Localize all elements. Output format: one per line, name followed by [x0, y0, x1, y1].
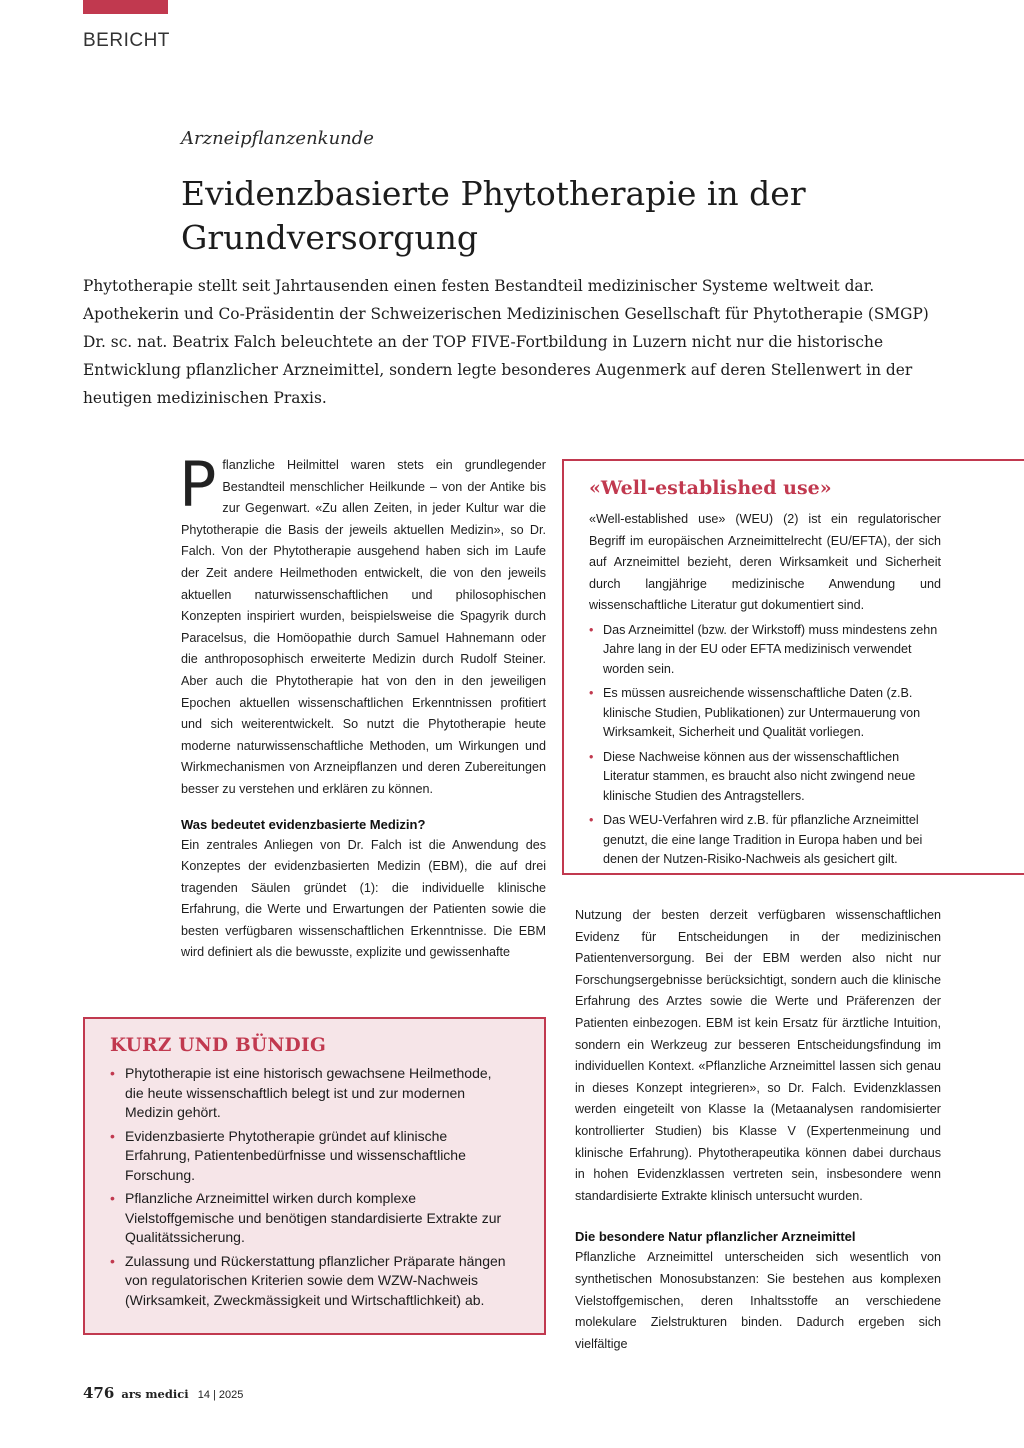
right-column: [575, 905, 941, 1355]
drop-cap: P: [179, 448, 217, 521]
list-item: • Evidenzbasierte Phytotherapie gründet auf klinische Erfahrung, Patientenbedürfnisse und wissenschaftliche Forschung.: [110, 1127, 466, 1183]
bullet-icon: •: [589, 749, 594, 764]
issue-label: 14 | 2025: [197, 1389, 244, 1401]
well-established-use-box: [562, 459, 1024, 875]
list-item: • Zulassung und Rückerstattung pflanzlicher Präparate hängen von regulatorischen Kriterien sowie dem WZW-Nachweis (Wirksamkeit, Zweckmässigkeit und Wirtschaftlichkeit) ab.: [110, 1252, 506, 1308]
nature-paragraph: Pflanzliche Arzneimittel unterscheiden sich wesentlich von synthetischen Monosubstanzen: Sie bestehen aus komplexen Vielstoffgemischen, deren Inhaltsstoffe an verschiedene molekulare Zielstrukturen binden. Dadurch ergeben sich vielfältige: [575, 1250, 941, 1351]
list-item: • Das WEU-Verfahren wird z.B. für pflanzliche Arzneimittel genutzt, die eine lange Tradition in Europa haben und bei denen der Nutzen-Risiko-Nachweis als gesichert gilt.: [589, 813, 923, 867]
list-item: • Pflanzliche Arzneimittel wirken durch komplexe Vielstoffgemische und benötigen standardisierte Extrakte zur Qualitätssicherung.: [110, 1190, 502, 1245]
well-box-list: [589, 621, 941, 870]
bullet-icon: •: [110, 1065, 115, 1081]
bullet-icon: •: [589, 622, 594, 637]
magazine-name: ars medici: [121, 1387, 189, 1401]
left-column: [179, 448, 546, 964]
bullet-icon: •: [110, 1252, 115, 1269]
bullet-icon: •: [110, 1190, 115, 1206]
summary-list: [110, 1064, 510, 1310]
subheading-nature: Die besondere Natur pflanzlicher Arzneimittel: [575, 1229, 856, 1245]
list-item: • Diese Nachweise können aus der wissenschaftlichen Literatur stammen, es braucht also nicht zwingend neue klinische Studien des Antragstellers.: [589, 749, 916, 803]
well-box-intro: «Well-established use» (WEU) (2) ist ein regulatorischer Begriff im europäischen Arzneimittelrecht (EU/EFTA), der sich auf Arzneimittel bezieht, deren Wirksamkeit und Sicherheit durch langjährige medizinische Anwendung und wissenschaftliche Literatur gut dokumentiert sind.: [589, 512, 941, 613]
bullet-icon: •: [110, 1127, 115, 1144]
bullet-icon: •: [589, 813, 594, 828]
summary-box: [83, 1017, 546, 1335]
ebm-paragraph: Ein zentrales Anliegen von Dr. Falch ist die Anwendung des Konzeptes der evidenzbasierten Medizin (EBM), die auf drei tragenden Säulen gründet (1): die individuelle klinische Erfahrung, die Werte und Erwartungen der Patienten sowie die besten verfügbaren wissenschaftlichen Erkenntnisse. Die EBM wird definiert als die bewusste, explizite und gewissenhafte: [181, 837, 546, 960]
page-number: 476: [83, 1384, 115, 1402]
article-lead: Phytotherapie stellt seit Jahrtausenden einen festen Bestandteil medizinischer Systeme weltweit dar. Apothekerin und Co-Präsidentin der Schweizerischen Medizinischen Gesellschaft für Phytotherapie (SMGP) Dr. sc. nat. Beatrix Falch beleuchtete an der TOP FIVE-Fortbildung in Luzern nicht nur die historische Entwicklung pflanzlicher Arzneimittel, sondern legte besonderes Augenmerk auf deren Stellenwert in der heutigen medizinischen Praxis.: [83, 277, 929, 407]
article-kicker: Arzneipflanzenkunde: [181, 128, 374, 149]
list-item: • Es müssen ausreichende wissenschaftliche Daten (z.B. klinische Studien, Publikationen) zur Untermauerung von Wirksamkeit, Sicherheit und Qualität vorliegen.: [589, 686, 921, 740]
section-label: BERICHT: [83, 30, 170, 51]
list-item: • Phytotherapie ist eine historisch gewachsene Heilmethode, die heute wissenschaftlich belegt ist und zur modernen Medizin gehört.: [110, 1065, 492, 1120]
ebm-continued-paragraph: Nutzung der besten derzeit verfügbaren wissenschaftlichen Evidenz für Entscheidungen in der medizinischen Patientenversorgung. Bei der EBM werden also nicht nur Forschungsergebnisse berücksichtigt, sondern auch die klinische Erfahrung des Arztes sowie die Werte und Präferenzen der Patienten einbezogen. EBM ist kein Ersatz für ärztliche Intuition, sondern ein Werkzeug zur besseren Entscheidungsfindung im individuellen Kontext. «Pflanzliche Arzneimittel lassen sich genau in dieses Konzept integrieren», so Dr. Falch. Evidenzklassen werden eingeteilt von Klasse Ia (Metaanalysen randomisierter kontrollierter Studien) bis Klasse V (Expertenmeinung und klinische Erfahrung). Phytotherapeutika können dabei durchaus in hohen Evidenzklassen vertreten sein, insbesondere wenn standardisierte Extrakte klinisch untersucht wurden.: [575, 908, 941, 1203]
well-box-title: «Well-established use»: [589, 477, 832, 499]
subheading-ebm: Was bedeutet evidenzbasierte Medizin?: [181, 816, 426, 832]
page-footer: [83, 1384, 243, 1402]
summary-box-title: KURZ UND BÜNDIG: [110, 1035, 327, 1056]
intro-paragraph: [179, 448, 546, 801]
accent-bar: [83, 0, 168, 14]
article-title: Evidenzbasierte Phytotherapie in der Grundversorgung: [181, 174, 806, 257]
list-item: • Das Arzneimittel (bzw. der Wirkstoff) muss mindestens zehn Jahre lang in der EU oder EFTA medizinisch verwendet worden sein.: [589, 622, 938, 676]
bullet-icon: •: [589, 686, 594, 701]
intro-paragraph-text: flanzliche Heilmittel waren stets ein grundlegender Bestandteil menschlicher Heilkunde – von der Antike bis zur Gegenwart. «Zu allen Zeiten, in jeder Kultur war die Phytotherapie die Basis der jeweils aktuellen Medizin», so Dr. Falch. Von der Phytotherapie ausgehend haben sich im Laufe der Zeit andere Heilmethoden entwickelt, die von den jeweils aktuellen naturwissenschaftlichen und philosophischen Konzepten inspiriert wurden, beispielsweise die Spagyrik durch Paracelsus, die Homöopathie durch Samuel Hahnemann oder die anthroposophisch erweiterte Medizin durch Rudolf Steiner. Aber auch die Phytotherapie hat von den in den jeweiligen Epochen aktuellen wissenschaftlichen Erkenntnissen profitiert und sich weiterentwickelt. So nutzt die Phytotherapie heute moderne naturwissenschaftliche Methoden, um Wirkungen und Wirkmechanismen von Arzneipflanzen und deren Zubereitungen besser zu verstehen und erklären zu können.: [181, 458, 546, 796]
